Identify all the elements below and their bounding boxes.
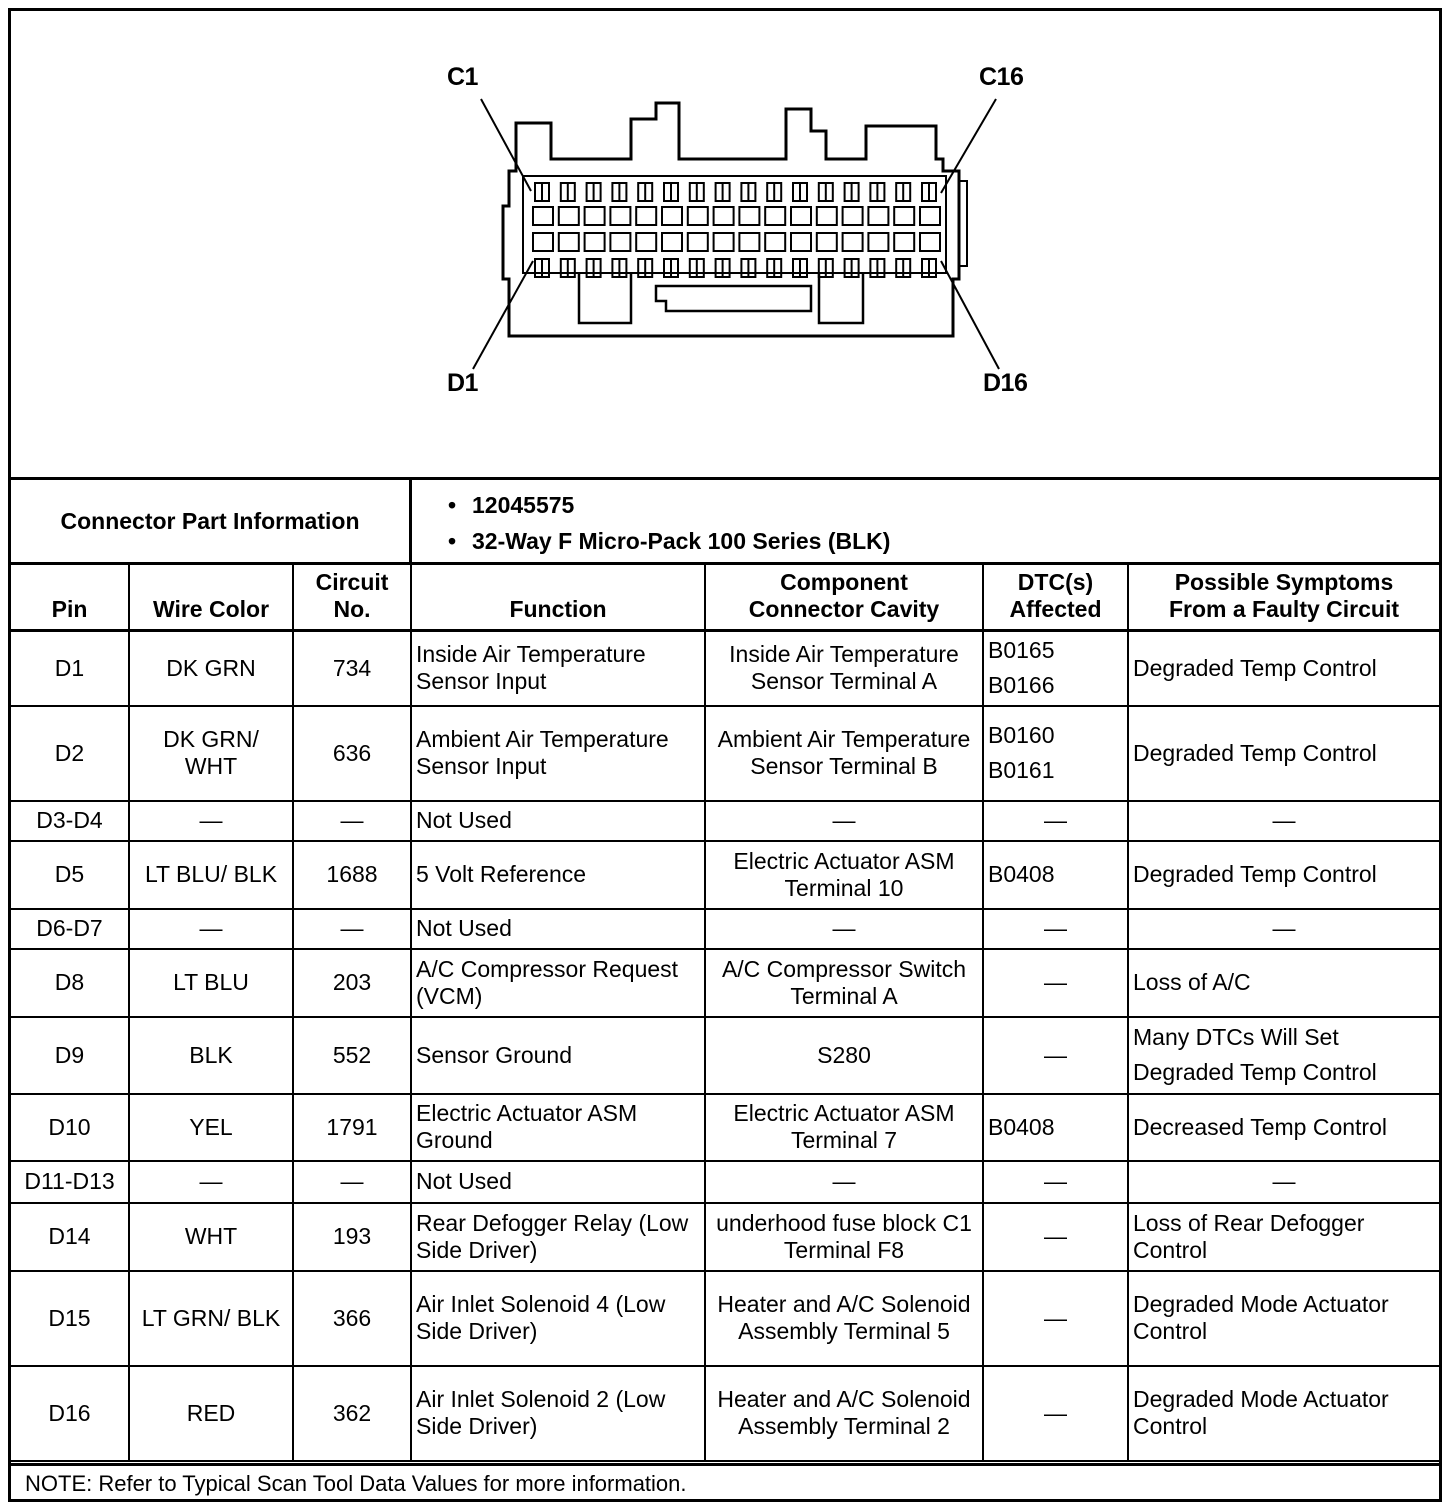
dtc-code: B0160	[988, 722, 1055, 748]
symptom-text: —	[1272, 1168, 1296, 1194]
circuit-cell: 193	[293, 1203, 411, 1271]
dtc-code: —	[1044, 1223, 1067, 1249]
dtc-cell	[983, 1271, 1128, 1366]
dtc-cell	[983, 949, 1128, 1017]
symptom-cell	[1128, 1366, 1439, 1461]
terminal-cavity	[791, 207, 811, 225]
dtc-code: —	[1044, 915, 1067, 941]
pin-cell: D15	[11, 1271, 129, 1366]
dtc-cell	[983, 631, 1128, 706]
terminal-cavity	[610, 233, 630, 251]
pin-cell: D6-D7	[11, 909, 129, 949]
wire-color-cell: RED	[129, 1366, 293, 1461]
terminal-cavity	[920, 207, 940, 225]
pin-cell: D9	[11, 1017, 129, 1094]
circuit-cell: 636	[293, 706, 411, 801]
terminal-cavity	[610, 207, 630, 225]
wire-color-cell: —	[129, 909, 293, 949]
connector-part-number: • 12045575	[448, 492, 575, 518]
dtc-code: —	[1044, 969, 1067, 995]
terminal-cavity	[791, 233, 811, 251]
col-cavity: Component Connector Cavity	[705, 563, 983, 631]
circuit-cell: —	[293, 1161, 411, 1203]
connector-housing	[503, 103, 959, 336]
symptom-text: —	[1272, 807, 1296, 833]
label-d16: D16	[983, 369, 1028, 397]
function-cell: Sensor Ground	[411, 1017, 705, 1094]
function-cell: Air Inlet Solenoid 2 (Low Side Driver)	[411, 1366, 705, 1461]
symptom-cell	[1128, 1161, 1439, 1203]
dtc-code: B0408	[988, 1113, 1055, 1140]
pin-cell: D16	[11, 1366, 129, 1461]
symptom-cell	[1128, 841, 1439, 909]
circuit-cell: 552	[293, 1017, 411, 1094]
table-row	[11, 631, 1439, 706]
terminal-cavity	[559, 233, 579, 251]
dtc-code: B0161	[988, 757, 1055, 783]
circuit-cell: 1688	[293, 841, 411, 909]
symptom-cell	[1128, 1094, 1439, 1161]
symptom-cell	[1128, 909, 1439, 949]
cavity-cell: —	[705, 1161, 983, 1203]
terminal-cavity	[894, 207, 914, 225]
pin-cell: D8	[11, 949, 129, 1017]
wire-color-cell: LT BLU/ BLK	[129, 841, 293, 909]
connector-end-view-sheet	[8, 8, 1442, 1502]
terminal-cavity	[739, 207, 759, 225]
dtc-code: —	[1044, 1399, 1067, 1426]
circuit-cell: —	[293, 801, 411, 841]
terminal-cavity	[662, 207, 682, 225]
terminal-cavity	[714, 207, 734, 225]
dtc-code: B0165	[988, 637, 1055, 664]
pin-cell: D10	[11, 1094, 129, 1161]
function-cell: Electric Actuator ASM Ground	[411, 1094, 705, 1161]
wire-color-cell: LT GRN/ BLK	[129, 1271, 293, 1366]
connector-description: • 32-Way F Micro-Pack 100 Series (BLK)	[448, 528, 891, 554]
symptom-text: Loss of A/C	[1133, 969, 1251, 995]
dtc-code: B0166	[988, 672, 1055, 699]
symptom-text: Decreased Temp Control	[1133, 1113, 1387, 1140]
pin-cell: D5	[11, 841, 129, 909]
terminal-cavity	[894, 233, 914, 251]
table-row	[11, 706, 1439, 801]
connector-drawing	[11, 11, 1439, 477]
function-cell: Inside Air Temperature Sensor Input	[411, 631, 705, 706]
dtc-code: B0408	[988, 861, 1055, 887]
symptom-text: Degraded Temp Control	[1133, 861, 1377, 887]
dtc-cell	[983, 1203, 1128, 1271]
symptom-cell	[1128, 801, 1439, 841]
symptom-text: Degraded Mode Actuator Control	[1133, 1291, 1389, 1344]
table-row	[11, 1203, 1439, 1271]
cavity-cell: underhood fuse block C1 Terminal F8	[705, 1203, 983, 1271]
pinout-table	[11, 563, 1439, 1462]
terminal-cavity	[636, 233, 656, 251]
terminal-cavity	[662, 233, 682, 251]
dtc-cell	[983, 909, 1128, 949]
terminal-cavity	[843, 233, 863, 251]
table-row	[11, 1271, 1439, 1366]
terminal-cavity	[843, 207, 863, 225]
symptom-text: —	[1272, 915, 1296, 941]
wire-color-cell: WHT	[129, 1203, 293, 1271]
wire-color-cell: YEL	[129, 1094, 293, 1161]
symptom-text: Degraded Temp Control	[1133, 1059, 1377, 1085]
terminal-cavity	[533, 233, 553, 251]
dtc-cell	[983, 706, 1128, 801]
table-row	[11, 1366, 1439, 1461]
terminal-cavity	[920, 233, 940, 251]
dtc-cell	[983, 1366, 1128, 1461]
symptom-text: Degraded Temp Control	[1133, 654, 1377, 681]
terminal-cavity	[636, 207, 656, 225]
table-row	[11, 841, 1439, 909]
dtc-code: —	[1044, 1041, 1067, 1068]
wire-color-cell: DK GRN	[129, 631, 293, 706]
circuit-cell: —	[293, 909, 411, 949]
table-row	[11, 909, 1439, 949]
symptom-cell	[1128, 1203, 1439, 1271]
pin-cell: D3-D4	[11, 801, 129, 841]
note-text: NOTE: Refer to Typical Scan Tool Data Values for more information.	[11, 1463, 1439, 1499]
connector-part-info	[11, 480, 1439, 565]
terminal-cavity	[868, 207, 888, 225]
symptom-cell	[1128, 706, 1439, 801]
pin-cell: D1	[11, 631, 129, 706]
label-c1: C1	[447, 63, 478, 91]
terminal-cavity	[868, 233, 888, 251]
dtc-cell	[983, 841, 1128, 909]
wire-color-cell: LT BLU	[129, 949, 293, 1017]
function-cell: Not Used	[411, 801, 705, 841]
function-cell: A/C Compressor Request (VCM)	[411, 949, 705, 1017]
pin-cell: D11-D13	[11, 1161, 129, 1203]
dtc-code: —	[1044, 807, 1067, 833]
symptom-cell	[1128, 949, 1439, 1017]
function-cell: Not Used	[411, 1161, 705, 1203]
connector-ribs	[579, 273, 863, 323]
col-wire-color: Wire Color	[129, 563, 293, 631]
dtc-cell	[983, 801, 1128, 841]
cavity-cell: —	[705, 909, 983, 949]
symptom-text: Loss of Rear Defogger Control	[1133, 1209, 1365, 1263]
cavity-cell: A/C Compressor Switch Terminal A	[705, 949, 983, 1017]
dtc-cell	[983, 1161, 1128, 1203]
label-c16: C16	[979, 63, 1024, 91]
dtc-cell	[983, 1094, 1128, 1161]
cavity-cell: Heater and A/C Solenoid Assembly Terminal 5	[705, 1271, 983, 1366]
circuit-cell: 362	[293, 1366, 411, 1461]
col-symptoms: Possible Symptoms From a Faulty Circuit	[1128, 563, 1439, 631]
terminal-cavity	[714, 233, 734, 251]
terminal-cavity	[817, 233, 837, 251]
cavity-cell: —	[705, 801, 983, 841]
symptom-text: Degraded Mode Actuator Control	[1133, 1386, 1389, 1439]
leader-c1	[481, 99, 531, 191]
terminal-cavity	[765, 233, 785, 251]
pin-cell: D2	[11, 706, 129, 801]
symptom-cell	[1128, 631, 1439, 706]
circuit-cell: 203	[293, 949, 411, 1017]
leader-c16	[941, 99, 996, 193]
terminal-cavity	[559, 207, 579, 225]
wire-color-cell: —	[129, 1161, 293, 1203]
function-cell: Not Used	[411, 909, 705, 949]
function-cell: Ambient Air Temperature Sensor Input	[411, 706, 705, 801]
circuit-cell: 734	[293, 631, 411, 706]
function-cell: Air Inlet Solenoid 4 (Low Side Driver)	[411, 1271, 705, 1366]
pin-cell: D14	[11, 1203, 129, 1271]
connector-diagram	[11, 11, 1439, 480]
circuit-cell: 1791	[293, 1094, 411, 1161]
dtc-code: —	[1044, 1304, 1067, 1331]
cavity-cell: S280	[705, 1017, 983, 1094]
wire-color-cell: BLK	[129, 1017, 293, 1094]
terminal-cavity	[688, 233, 708, 251]
connector-latch	[656, 286, 811, 311]
terminal-cavity	[533, 207, 553, 225]
table-row	[11, 1017, 1439, 1094]
cavity-cell: Electric Actuator ASM Terminal 7	[705, 1094, 983, 1161]
col-circuit: Circuit No.	[293, 563, 411, 631]
symptom-cell	[1128, 1017, 1439, 1094]
symptom-text: Many DTCs Will Set	[1133, 1024, 1339, 1050]
terminal-cavity	[585, 233, 605, 251]
cavity-cell: Ambient Air Temperature Sensor Terminal B	[705, 706, 983, 801]
wire-color-cell: —	[129, 801, 293, 841]
cavity-cell: Heater and A/C Solenoid Assembly Terminal 2	[705, 1366, 983, 1461]
connector-part-info-label: Connector Part Information	[11, 480, 412, 562]
connector-part-info-values	[412, 480, 1439, 562]
dtc-cell	[983, 1017, 1128, 1094]
wire-color-cell: DK GRN/ WHT	[129, 706, 293, 801]
symptom-cell	[1128, 1271, 1439, 1366]
terminal-cavity	[688, 207, 708, 225]
table-row	[11, 801, 1439, 841]
symptom-text: Degraded Temp Control	[1133, 739, 1377, 766]
table-row	[11, 1094, 1439, 1161]
col-dtc: DTC(s) Affected	[983, 563, 1128, 631]
table-row	[11, 949, 1439, 1017]
cavity-cell: Electric Actuator ASM Terminal 10	[705, 841, 983, 909]
terminal-cavity	[739, 233, 759, 251]
circuit-cell: 366	[293, 1271, 411, 1366]
col-pin: Pin	[11, 563, 129, 631]
leader-d16	[941, 261, 999, 369]
cavity-cell: Inside Air Temperature Sensor Terminal A	[705, 631, 983, 706]
terminal-cavity	[585, 207, 605, 225]
dtc-code: —	[1044, 1168, 1067, 1194]
function-cell: 5 Volt Reference	[411, 841, 705, 909]
function-cell: Rear Defogger Relay (Low Side Driver)	[411, 1203, 705, 1271]
table-header-row	[11, 563, 1439, 631]
terminal-cavity	[817, 207, 837, 225]
col-function: Function	[411, 563, 705, 631]
label-d1: D1	[447, 369, 478, 397]
table-row	[11, 1161, 1439, 1203]
terminal-cavity	[765, 207, 785, 225]
